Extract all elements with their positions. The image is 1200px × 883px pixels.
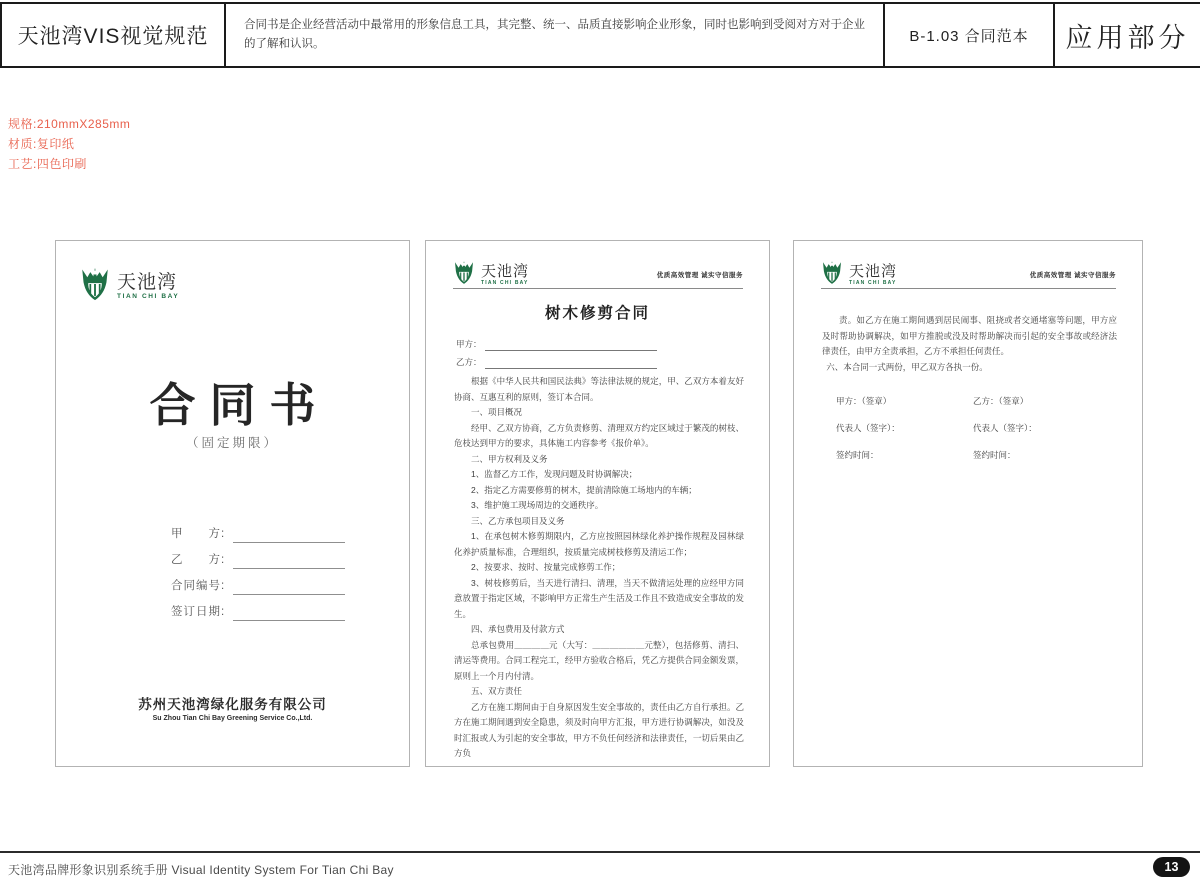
blank-line: [485, 341, 657, 351]
footer-text: 天池湾品牌形象识别系统手册 Visual Identity System For Tian Chi Bay: [8, 863, 394, 877]
brand-slogan: 优质高效管理 诚实守信服务: [1029, 272, 1116, 279]
contract-body-sheet: [425, 240, 770, 767]
contract-title: 树木修剪合同: [544, 305, 650, 322]
contract-paragraph: 2、按要求、按时、按量完成修剪工作；: [471, 562, 621, 572]
party-field-row: [456, 333, 657, 351]
contract-paragraph: 六、本合同一式两份，甲乙双方各执一份。: [826, 361, 988, 372]
section-title: 应用部分: [1065, 22, 1190, 53]
brand-name-en: TIAN CHI BAY: [481, 280, 529, 286]
header-description: 合同书是企业经营活动中最常用的形象信息工具，其完整、统一、品质直接影响企业形象，同时也影响到受阅对方对于企业的了解和认识。: [226, 4, 885, 66]
footer-rule: [0, 851, 1200, 853]
signature-label-right: 乙方：（签章）: [973, 395, 1029, 406]
blank-line: [233, 607, 345, 621]
field-label: 甲 方:: [171, 528, 226, 540]
brand-logo: [820, 259, 897, 291]
contract-signature-sheet: [793, 240, 1143, 767]
spec-line: 工艺:四色印刷: [8, 157, 87, 171]
signature-label-right: 代表人（签字）：: [973, 422, 1037, 433]
field-label: 乙 方:: [171, 554, 226, 566]
signature-row: [836, 441, 1102, 468]
spec-line: 材质:复印纸: [8, 137, 75, 151]
field-label: 合同编号:: [171, 580, 226, 592]
brand-logo-icon: [452, 259, 476, 291]
party-field-row: [456, 351, 657, 369]
brand-logo-icon: [820, 259, 844, 291]
contract-paragraph: 经甲、乙双方协商，乙方负责修剪、清理双方约定区域过于繁茂的树枝、危枝达到甲方的要求，具体施工内容参考《报价单》。: [454, 422, 744, 448]
contract-paragraph: 一、项目概况: [471, 407, 523, 417]
cover-field-row: [171, 569, 345, 595]
signature-label-left: 代表人（签字）：: [836, 422, 900, 433]
brand-name-en: TIAN CHI BAY: [849, 280, 897, 286]
company-block: [56, 693, 409, 722]
contract-paragraph: 根据《中华人民共和国民法典》等法律法规的规定，甲、乙双方本着友好协商、互惠互利的原则，签订本合同。: [454, 376, 744, 402]
field-label: 甲方：: [456, 339, 482, 349]
contract-text-continued: [822, 313, 1117, 375]
brand-name-en: TIAN CHI BAY: [117, 292, 180, 300]
blank-line: [485, 359, 657, 369]
contract-paragraph: 乙方在施工期间由于自身原因发生安全事故的，责任由乙方自行承担。乙方在施工期间遇到安全隐患，须及时向甲方汇报，甲方进行协调解决，如没及时汇报或人为引起的安全事故，甲方不负任何经济和法律责任，一切后果由乙方负: [454, 701, 744, 758]
contract-paragraph: 1、在承包树木修剪期限内，乙方应按照园林绿化养护操作规程及园林绿化养护质量标准，合理组织，按质量完成树枝修剪及清运工作；: [454, 531, 744, 557]
contract-text: [454, 374, 744, 762]
contract-paragraph: 1、监督乙方工作，发现问题及时协调解决；: [471, 469, 638, 479]
cover-fields: [171, 517, 345, 621]
contract-paragraph: 3、树枝修剪后，当天进行清扫、清理，当天不做清运处理的应经甲方同意放置于指定区域，不影响甲方正常生产生活及工作且不致造成安全事故的发生。: [454, 577, 744, 619]
cover-field-row: [171, 517, 345, 543]
signature-row: [836, 414, 1102, 441]
field-label: 乙方：: [456, 357, 482, 367]
brand-name-cn: 天池湾: [481, 263, 530, 280]
signature-block: [836, 387, 1102, 468]
field-label: 签订日期:: [171, 606, 226, 618]
section-code: B-1.03 合同范本: [885, 4, 1055, 66]
cover-title: 合同书: [149, 380, 330, 431]
contract-paragraph: 三、乙方承包项目及义务: [471, 515, 565, 526]
contract-paragraph: 责。如乙方在施工期间遇到居民闹事、阻挠或者交通堵塞等问题，甲方应及时帮助协调解决，如甲方推脱或没及时帮助解决而引起的安全事故或经济法律责任，由甲方全责承担，乙方不承担任何责任。: [822, 315, 1117, 356]
blank-line: [233, 581, 345, 595]
contract-paragraph: 2、指定乙方需要修剪的树木，提前清除施工场地内的车辆；: [471, 484, 697, 495]
cover-subtitle: （固定期限）: [185, 436, 279, 450]
contract-paragraph: 四、承包费用及付款方式: [471, 624, 565, 634]
brand-name-cn: 天池湾: [849, 263, 898, 280]
brand-logo-icon: [78, 265, 112, 308]
contract-cover-sheet: [55, 240, 410, 767]
spec-line: 规格:210mmX285mm: [8, 117, 131, 131]
brand-logo: [78, 265, 179, 308]
company-name-cn: 苏州天池湾绿化服务有限公司: [138, 697, 327, 712]
company-name-en: Su Zhou Tian Chi Bay Greening Service Co.,Ltd.: [152, 715, 313, 722]
signature-label-left: 甲方：（签章）: [836, 395, 892, 406]
contract-paragraph: 五、双方责任: [471, 686, 523, 696]
cover-field-row: [171, 543, 345, 569]
signature-label-left: 签约时间：: [836, 449, 879, 460]
blank-line: [233, 529, 345, 543]
signature-row: [836, 387, 1102, 414]
signature-label-right: 签约时间：: [973, 449, 1016, 460]
header-bar: [0, 2, 1200, 68]
contract-paragraph: 总承包费用＿＿＿＿元（大写：＿＿＿＿＿＿元整），包括修剪、清扫、清运等费用。合同工程完工，经甲方验收合格后，凭乙方提供合同金额发票，原则上一个月内付清。: [454, 639, 744, 681]
header-rule: [453, 288, 743, 289]
brand-slogan: 优质高效管理 诚实守信服务: [656, 272, 743, 279]
manual-title: 天池湾VIS视觉规范: [2, 4, 226, 66]
cover-field-row: [171, 595, 345, 621]
brand-name-cn: 天池湾: [117, 271, 178, 293]
header-rule: [821, 288, 1116, 289]
blank-line: [233, 555, 345, 569]
page-number-badge: 13: [1153, 857, 1190, 877]
contract-paragraph: 二、甲方权利及义务: [471, 453, 548, 464]
party-fields: [456, 333, 657, 369]
spec-list: [8, 114, 130, 174]
contract-paragraph: 3、维护施工现场周边的交通秩序。: [471, 500, 604, 510]
brand-logo: [452, 259, 529, 291]
